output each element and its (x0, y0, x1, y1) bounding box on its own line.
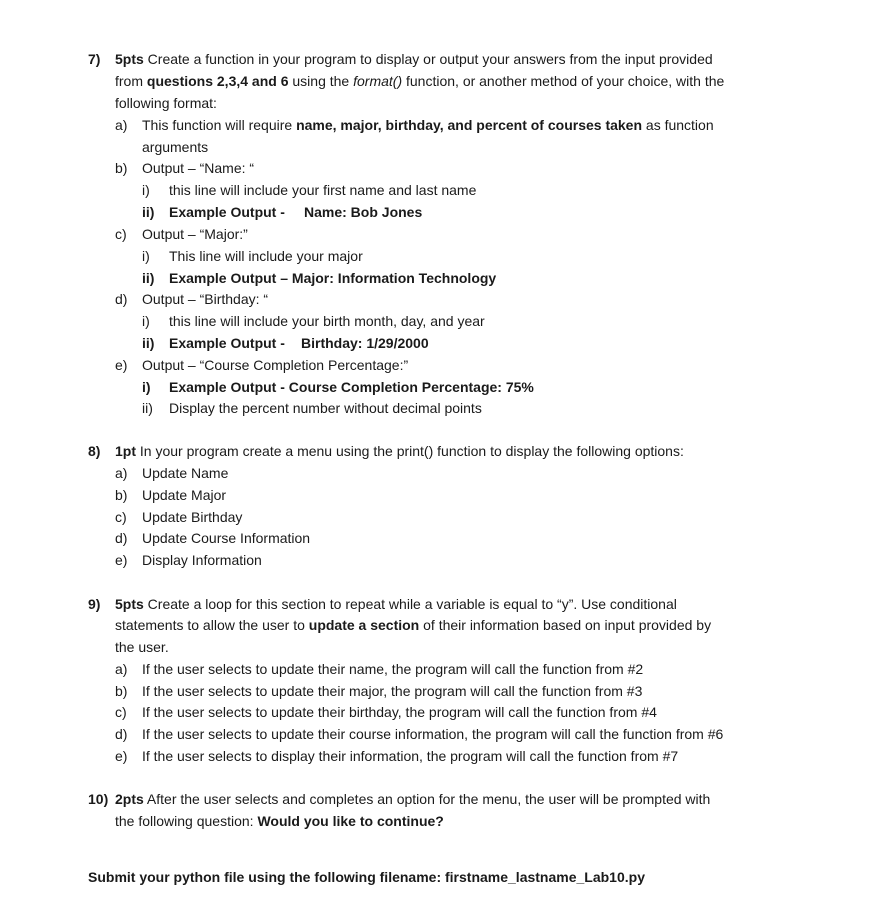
q7e-i-text: Example Output - Course Completion Percentage: 75% (169, 379, 534, 395)
q8-item-marker: c) (115, 509, 127, 525)
q8-item-marker: b) (115, 487, 128, 503)
q7b-ii-value: Name: Bob Jones (304, 204, 423, 220)
q10-points: 2pts (115, 791, 144, 807)
q8-number: 8) (88, 443, 101, 459)
q7d-marker: d) (115, 291, 128, 307)
q8-item-label: Update Name (142, 465, 229, 481)
q7b-marker: b) (115, 160, 128, 176)
q8-item-label: Update Major (142, 487, 227, 503)
q7-points: 5pts (115, 51, 144, 67)
q9-item-marker: e) (115, 748, 128, 764)
q7a-text: This function will require name, major, birthday, and percent of courses taken as function (142, 117, 714, 133)
q9-line-3: the user. (115, 639, 169, 655)
q7d-i-marker: i) (142, 313, 150, 329)
q8-item-marker: e) (115, 552, 128, 568)
q7d-i-text: this line will include your birth month, day, and year (169, 313, 485, 329)
q9-line-1: 5pts Create a loop for this section to repeat while a variable is equal to “y”. Use conditional (115, 596, 677, 612)
q7-number: 7) (88, 51, 101, 67)
q8-item-marker: a) (115, 465, 128, 481)
q8-line-1: 1pt In your program create a menu using the print() function to display the following options: (115, 443, 684, 459)
q8-item-label: Update Birthday (142, 509, 243, 525)
q7b-i-marker: i) (142, 182, 150, 198)
submit-instruction: Submit your python file using the following filename: firstname_lastname_Lab10.py (88, 869, 645, 885)
q9-item-marker: c) (115, 704, 127, 720)
q8-item-marker: d) (115, 530, 128, 546)
q7e-marker: e) (115, 357, 128, 373)
q7c-i-text: This line will include your major (169, 248, 363, 264)
q9-item-text: If the user selects to update their birthday, the program will call the function from #4 (142, 704, 657, 720)
q10-line-2: the following question: Would you like to continue? (115, 813, 444, 829)
q9-item-text: If the user selects to display their information, the program will call the function from #7 (142, 748, 679, 764)
q10-prompt: Would you like to continue? (257, 813, 444, 829)
q9-points: 5pts (115, 596, 144, 612)
q7e-ii-marker: ii) (142, 400, 153, 416)
q7c-marker: c) (115, 226, 127, 242)
q7-questions-ref: questions 2,3,4 and 6 (146, 73, 289, 89)
q8-item-label: Update Course Information (142, 530, 311, 546)
q7a-marker: a) (115, 117, 128, 133)
q7a-cont: arguments (142, 139, 209, 155)
q7e-ii-text: Display the percent number without decimal points (169, 400, 482, 416)
q9-item-marker: a) (115, 661, 128, 677)
q7b-i-text: this line will include your first name and last name (169, 182, 477, 198)
q7c-i-marker: i) (142, 248, 150, 264)
q7e-i-marker: i) (142, 379, 151, 395)
q10-line-1: 2pts After the user selects and completes an option for the menu, the user will be prompted with (115, 791, 711, 807)
q7-line-3: following format: (115, 95, 217, 111)
q10-number: 10) (88, 791, 109, 807)
q7d-text: Output – “Birthday: “ (142, 291, 269, 307)
q9-number: 9) (88, 596, 101, 612)
q7d-ii-label: Example Output - (169, 335, 285, 351)
q9-line-2: statements to allow the user to update a section of their information based on input provided by (115, 617, 712, 633)
q7e-text: Output – “Course Completion Percentage:” (142, 357, 409, 373)
q7-line-1 (88, 49, 100, 70)
q7c-text: Output – “Major:” (142, 226, 248, 242)
q7b-ii-marker: ii) (142, 204, 155, 220)
q7d-ii-value: Birthday: 1/29/2000 (301, 335, 429, 351)
q7c-ii-text: Example Output – Major: Information Technology (169, 270, 497, 286)
q7d-ii-marker: ii) (142, 335, 155, 351)
q8-points: 1pt (115, 443, 136, 459)
q8-item-label: Display Information (142, 552, 262, 568)
q7b-ii-label: Example Output - (169, 204, 285, 220)
q7-line1: Create a function in your program to display or output your answers from the input provided (143, 51, 713, 67)
q9-item-text: If the user selects to update their major, the program will call the function from #3 (142, 683, 643, 699)
q7c-ii-marker: ii) (142, 270, 155, 286)
q7b-text: Output – “Name: “ (142, 160, 255, 176)
q9-item-marker: d) (115, 726, 128, 742)
q9-item-text: If the user selects to update their name, the program will call the function from #2 (142, 661, 644, 677)
q7-format-ref: format() (353, 73, 403, 89)
q9-item-marker: b) (115, 683, 128, 699)
q7-line-2: from questions 2,3,4 and 6 using the format() function, or another method of your choice, with the (115, 73, 725, 89)
q7-line-1-text (115, 49, 713, 70)
q9-item-text: If the user selects to update their course information, the program will call the function from #6 (142, 726, 724, 742)
